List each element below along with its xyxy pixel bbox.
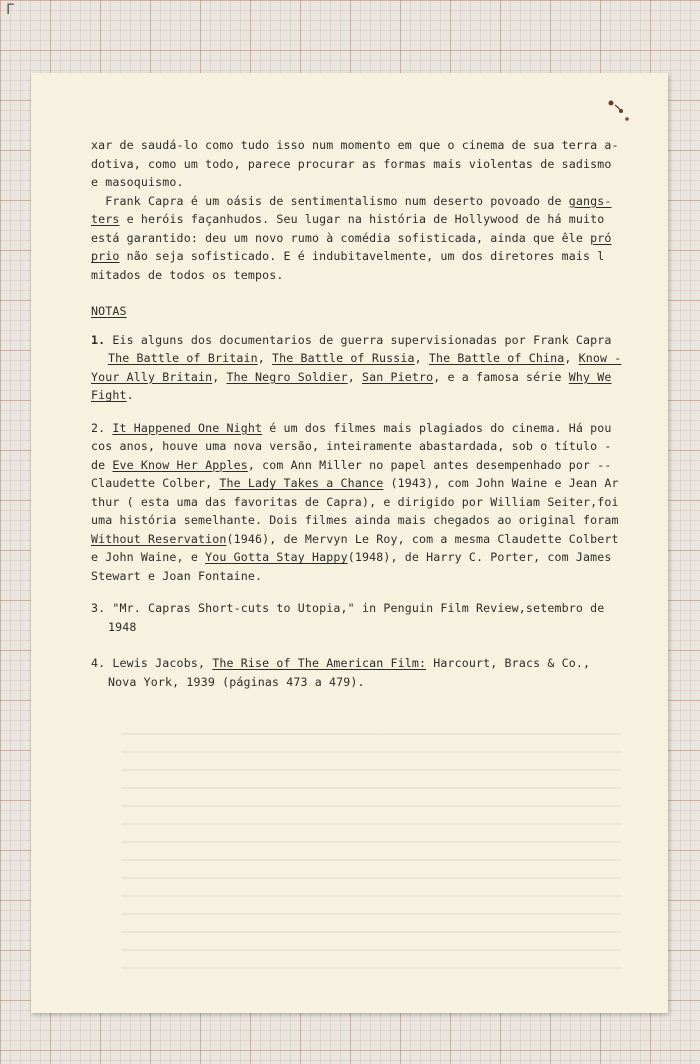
paragraph-line: mitados de todos os tempos. <box>91 267 284 282</box>
note-2-line: cos anos, houve uma nova versão, inteiramente abastardada, sob o título - <box>91 439 612 453</box>
body-text <box>91 136 636 691</box>
paragraph-line: dotiva, como um todo, parece procurar as formas mais violentas de sadismo <box>91 156 612 171</box>
note-2-line: uma história semelhante. Dois filmes ainda mais chegados ao original foram <box>91 513 619 527</box>
notas-heading: NOTAS <box>91 304 127 318</box>
paragraph-line: xar de saudá-lo como tudo isso num momento em que o cinema de sua terra a- <box>91 138 619 152</box>
note-3-line: 1948 <box>108 619 137 634</box>
typewritten-page <box>31 73 668 1013</box>
note-2-line: e John Waine, e You Gotta Stay Happy(1948), de Harry C. Porter, com James <box>91 550 612 564</box>
note-4: 4. Lewis Jacobs, The Rise of The American Film: Harcourt, Bracs & Co., <box>91 656 591 670</box>
note-2: 2. It Happened One Night é um dos filmes mais plagiados do cinema. Há pou <box>91 420 612 435</box>
note-1-line: Fight. <box>91 388 134 402</box>
note-2-line: thur ( esta uma das favoritas de Capra), e dirigido por William Seiter,foi <box>91 494 619 509</box>
note-3: 3. "Mr. Capras Short-cuts to Utopia," in Penguin Film Review,setembro de <box>91 601 605 615</box>
note-2-line: de Eve Know Her Apples, com Ann Miller no papel antes desempenhado por -- <box>91 457 612 472</box>
paragraph-line: ters e heróis façanhudos. Seu lugar na história de Hollywood de há muito <box>91 212 605 226</box>
note-1: 1. Eis alguns dos documentarios de guerra supervisionadas por Frank Capra <box>91 332 612 347</box>
note-2-line: Without Reservation(1946), de Mervyn Le Roy, com a mesma Claudette Colbert <box>91 531 619 546</box>
paragraph-line: está garantido: deu um novo rumo à comédia sofisticada, ainda que êle pró <box>91 230 612 245</box>
paragraph-line: e masoquismo. <box>91 175 184 189</box>
reverse-side-bleed <box>121 733 621 983</box>
note-1-line: Your Ally Britain, The Negro Soldier, San Pietro, e a famosa série Why We <box>91 369 612 384</box>
note-2-line: Stewart e Joan Fontaine. <box>91 568 263 583</box>
note-1-line: The Battle of Britain, The Battle of Russia, The Battle of China, Know - <box>108 351 622 365</box>
paragraph-line: Frank Capra é um oásis de sentimentalismo num deserto povoado de gangs- <box>91 193 612 208</box>
note-4-line: Nova York, 1939 (páginas 473 a 479). <box>108 674 365 689</box>
corner-mark: Γ <box>6 2 15 18</box>
ink-stain <box>591 89 651 129</box>
note-2-line: Claudette Colber, The Lady Takes a Chance (1943), com John Waine e Jean Ar <box>91 476 619 490</box>
paragraph-line: prio não seja sofisticado. E é indubitavelmente, um dos diretores mais l <box>91 249 605 263</box>
